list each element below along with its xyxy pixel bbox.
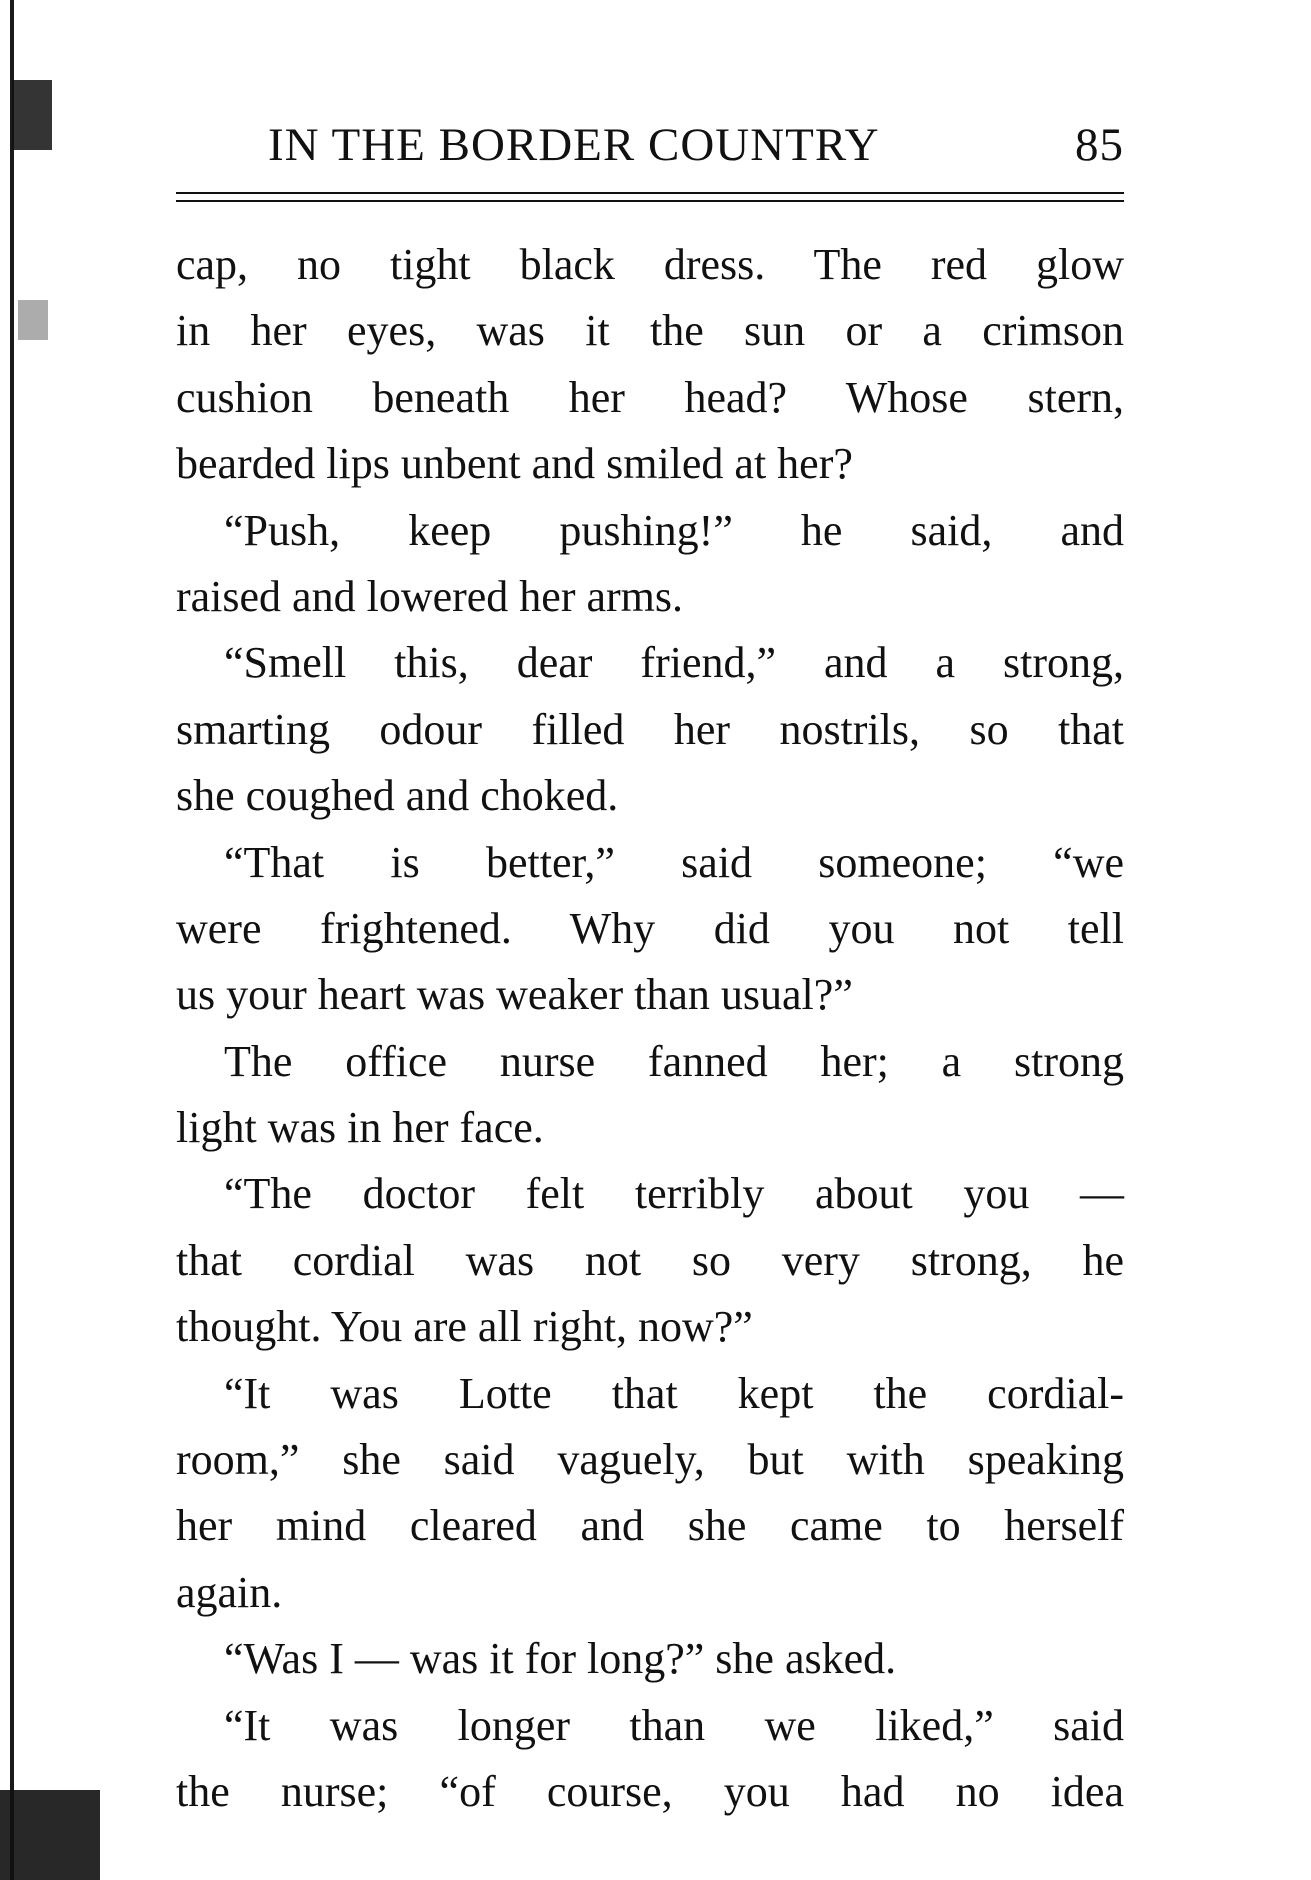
text-line: light was in her face. [176, 1103, 544, 1153]
text-line: again. [176, 1567, 283, 1617]
text-line: bearded lips unbent and smiled at her? [176, 439, 853, 489]
text-line: “It was Lotte that kept the cordial- [224, 1368, 1124, 1418]
text-line: that cordial was not so very strong, he [176, 1235, 1124, 1285]
text-line: us your heart was weaker than usual?” [176, 970, 853, 1020]
body-text [176, 232, 1124, 1825]
text-line: she coughed and choked. [176, 771, 619, 821]
text-line: “Push, keep pushing!” he said, and [224, 505, 1124, 555]
scan-artifact [12, 80, 52, 150]
header-rule [176, 200, 1124, 202]
text-line: cushion beneath her head? Whose stern, [176, 372, 1124, 422]
scan-artifact [18, 300, 48, 340]
running-head [176, 118, 1124, 178]
text-line: smarting odour filled her nostrils, so that [176, 704, 1124, 754]
text-line: The office nurse fanned her; a strong [224, 1036, 1124, 1086]
text-line: “That is better,” said someone; “we [224, 837, 1124, 887]
scan-artifact [0, 1790, 100, 1880]
text-line: raised and lowered her arms. [176, 571, 684, 621]
binding-edge [10, 0, 14, 1880]
text-line: “Smell this, dear friend,” and a strong, [224, 638, 1124, 688]
text-line: the nurse; “of course, you had no idea [176, 1766, 1124, 1816]
text-line: “Was I — was it for long?” she asked. [224, 1634, 897, 1684]
text-line: “It was longer than we liked,” said [224, 1700, 1124, 1750]
running-head-title: IN THE BORDER COUNTRY [268, 119, 880, 171]
header-rule [176, 192, 1124, 194]
text-line: “The doctor felt terribly about you — [224, 1169, 1124, 1219]
text-line: thought. You are all right, now?” [176, 1302, 753, 1352]
text-line: her mind cleared and she came to herself [176, 1501, 1124, 1551]
text-line: room,” she said vaguely, but with speaking [176, 1435, 1124, 1485]
page-number: 85 [1075, 119, 1124, 171]
text-line: were frightened. Why did you not tell [176, 903, 1124, 953]
text-line: cap, no tight black dress. The red glow [176, 240, 1124, 289]
text-line: in her eyes, was it the sun or a crimson [176, 306, 1124, 356]
